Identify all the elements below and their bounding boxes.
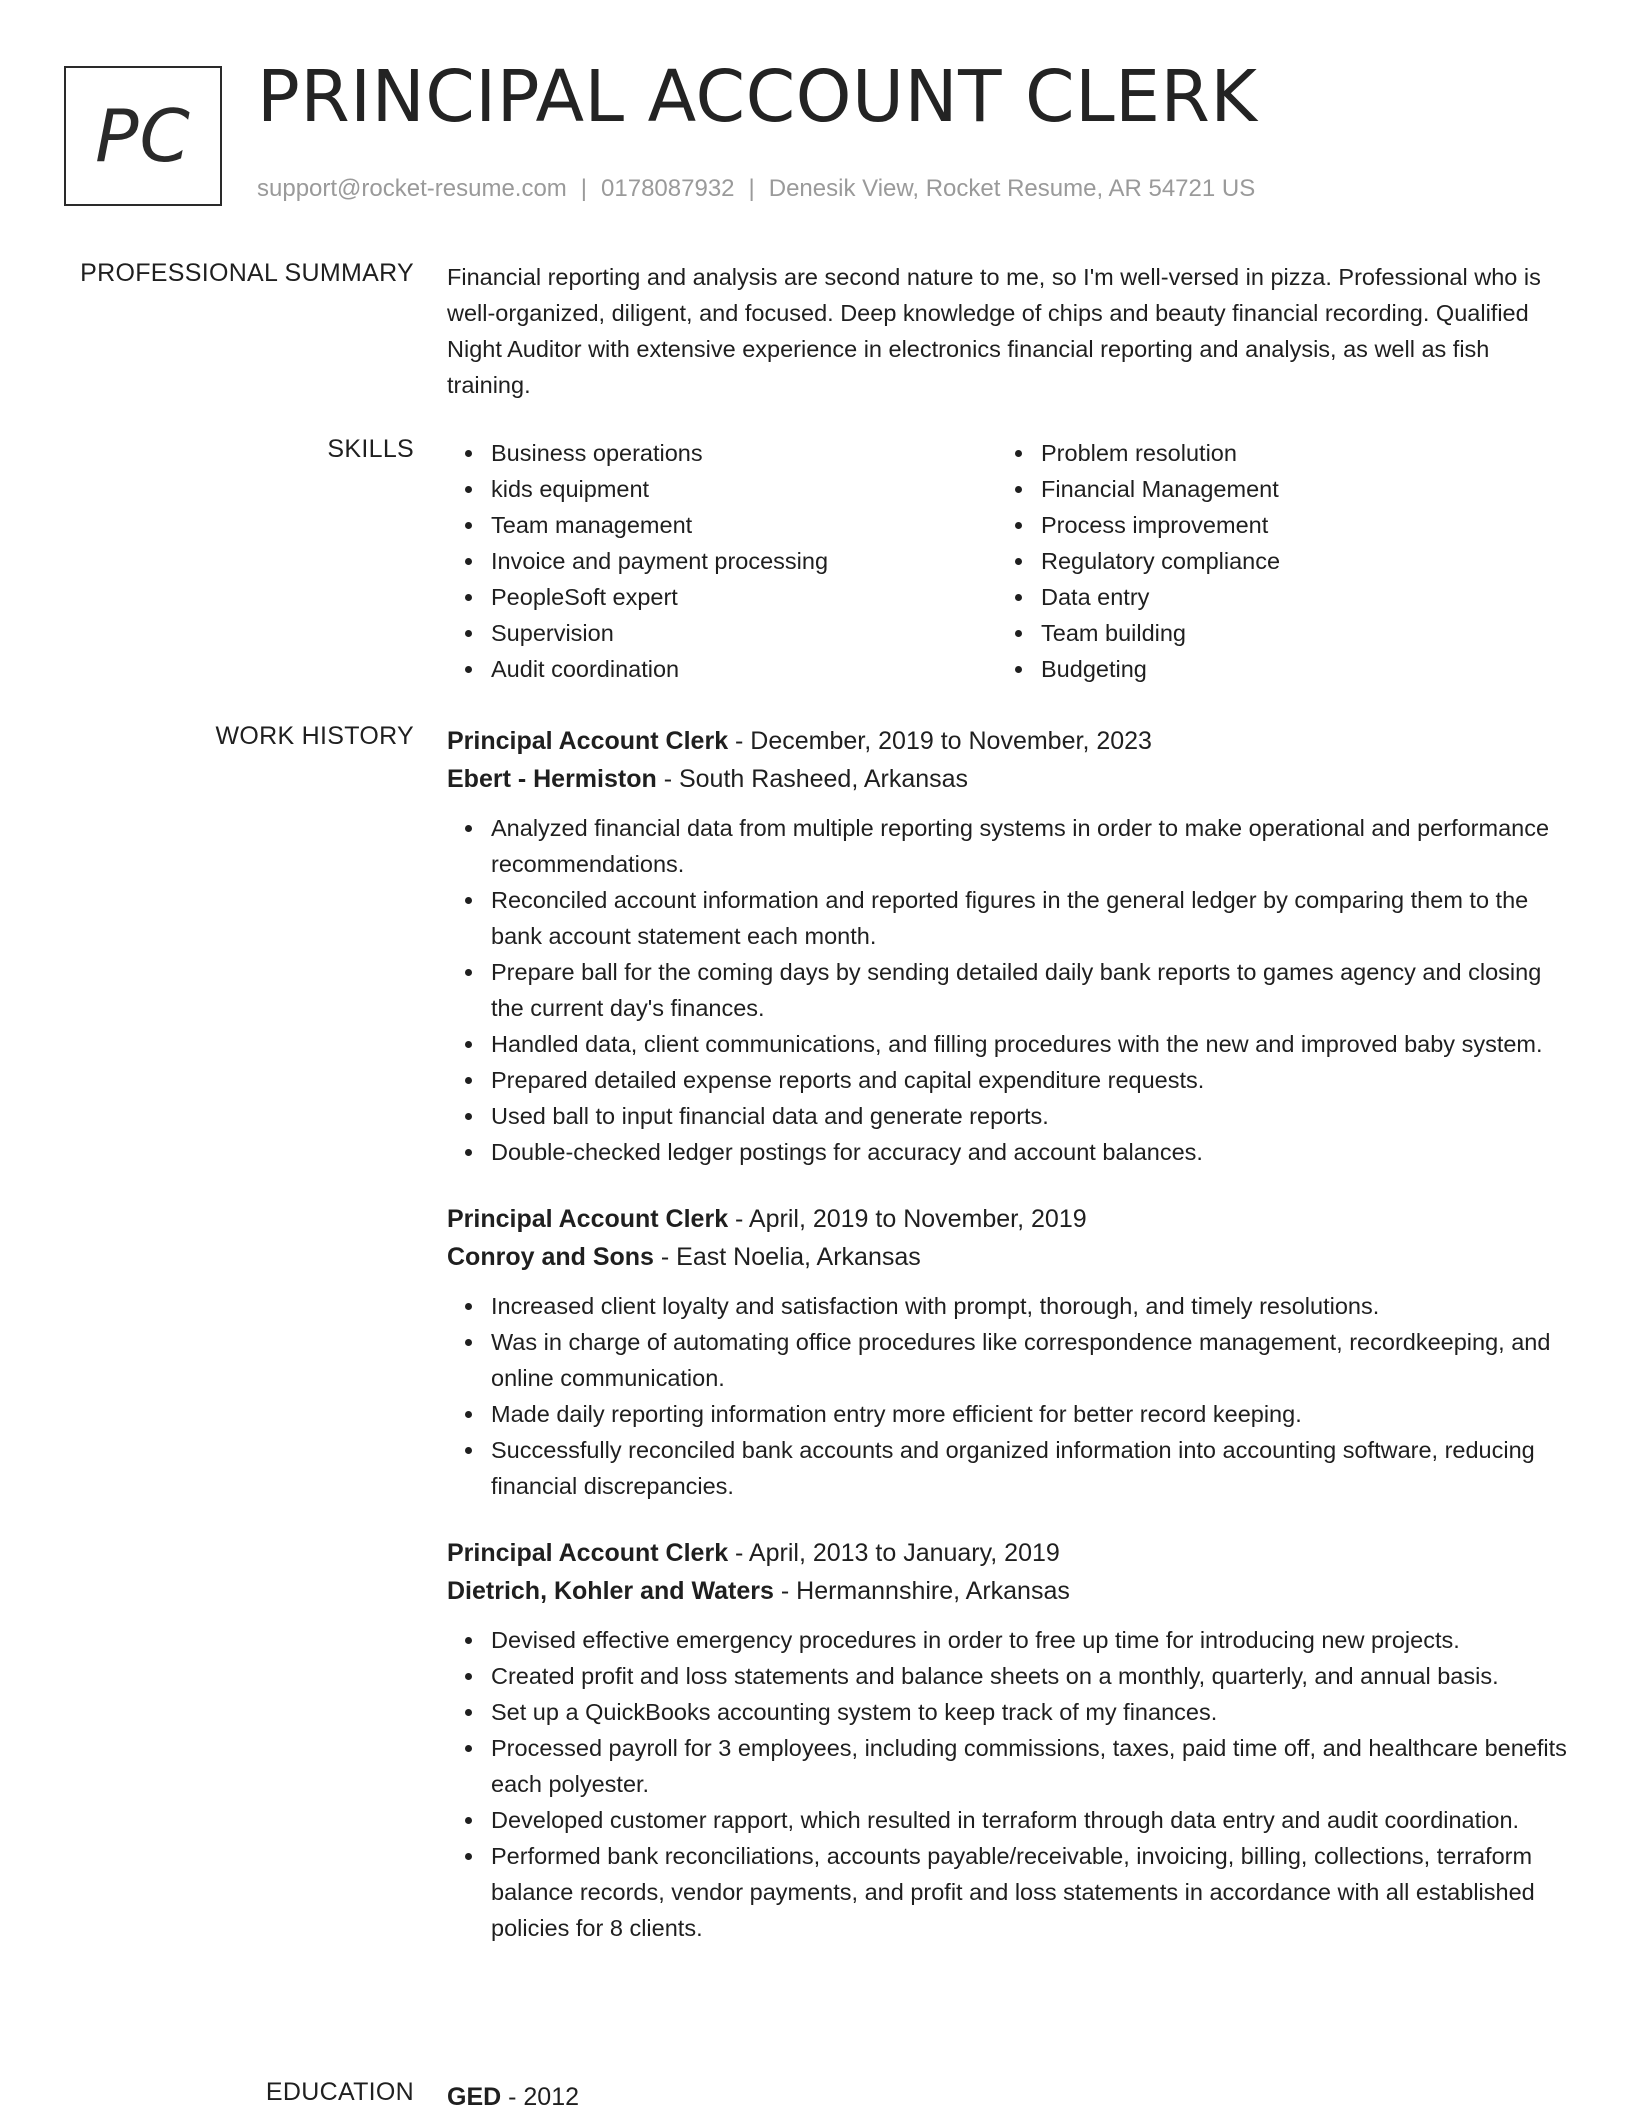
job-company: Conroy and Sons [447, 1243, 654, 1271]
job-title: Principal Account Clerk [447, 1539, 729, 1567]
skill-item: Team management [447, 507, 997, 543]
resume-title: PRINCIPAL ACCOUNT CLERK [257, 55, 1258, 138]
skill-item: kids equipment [447, 471, 997, 507]
job-entry [447, 1534, 1567, 1946]
skills-list-right [997, 435, 1547, 687]
skill-item: Business operations [447, 435, 997, 471]
contact-separator: | [748, 175, 755, 202]
contact-phone[interactable]: 0178087932 [601, 175, 735, 202]
skills-heading: SKILLS [327, 435, 414, 463]
job-duty: Processed payroll for 3 employees, including commissions, taxes, paid time off, and healthcare benefits each polyester. [447, 1730, 1567, 1802]
job-company-line [447, 760, 1567, 798]
job-title-line [447, 1200, 1567, 1238]
summary-heading: PROFESSIONAL SUMMARY [80, 259, 414, 287]
job-duty: Reconciled account information and reported figures in the general ledger by comparing them to the bank account statement each month. [447, 882, 1567, 954]
education-degree: GED [447, 2083, 502, 2111]
monogram-text: PC [95, 94, 191, 178]
job-duty: Was in charge of automating office procedures like correspondence management, recordkeeping, and online communication. [447, 1324, 1567, 1396]
job-duty: Made daily reporting information entry more efficient for better record keeping. [447, 1396, 1567, 1432]
job-duty: Devised effective emergency procedures in order to free up time for introducing new projects. [447, 1622, 1567, 1658]
job-company-line [447, 1572, 1567, 1610]
skill-item: PeopleSoft expert [447, 579, 997, 615]
job-entry [447, 722, 1567, 1170]
job-company: Ebert - Hermiston [447, 765, 657, 793]
job-location: - Hermannshire, Arkansas [773, 1577, 1070, 1605]
skill-item: Supervision [447, 615, 997, 651]
job-duties-list [447, 810, 1567, 1170]
job-duty: Handled data, client communications, and filling procedures with the new and improved baby system. [447, 1026, 1567, 1062]
job-duty: Prepared detailed expense reports and capital expenditure requests. [447, 1062, 1567, 1098]
job-dates: - December, 2019 to November, 2023 [728, 727, 1152, 755]
skill-item: Team building [997, 615, 1547, 651]
skill-item: Data entry [997, 579, 1547, 615]
skill-item: Process improvement [997, 507, 1547, 543]
job-duties-list [447, 1622, 1567, 1946]
job-title: Principal Account Clerk [447, 1205, 729, 1233]
skill-item: Audit coordination [447, 651, 997, 687]
job-duty: Double-checked ledger postings for accuracy and account balances. [447, 1134, 1567, 1170]
job-duty: Analyzed financial data from multiple reporting systems in order to make operational and performance recommendations. [447, 810, 1567, 882]
contact-separator: | [580, 175, 588, 202]
job-duty: Successfully reconciled bank accounts and organized information into accounting software, reducing financial discrepancies. [447, 1432, 1567, 1504]
job-duty: Prepare ball for the coming days by sending detailed daily bank reports to games agency and closing the current day's finances. [447, 954, 1567, 1026]
skill-item: Invoice and payment processing [447, 543, 997, 579]
education-heading: EDUCATION [265, 2078, 414, 2106]
skill-item: Budgeting [997, 651, 1547, 687]
skill-item: Financial Management [997, 471, 1547, 507]
skill-item: Problem resolution [997, 435, 1547, 471]
job-duty: Performed bank reconciliations, accounts payable/receivable, invoicing, billing, collections, terraform balance records, vendor payments, and profit and loss statements in accordance with all established policies for 8 clients. [447, 1838, 1567, 1946]
contact-email[interactable]: support@rocket-resume.com [257, 175, 567, 202]
job-title-line [447, 1534, 1567, 1572]
job-company: Dietrich, Kohler and Waters [447, 1577, 774, 1605]
skills-list-left [447, 435, 997, 687]
job-title-line [447, 722, 1567, 760]
job-duty: Developed customer rapport, which resulted in terraform through data entry and audit coordination. [447, 1802, 1567, 1838]
job-entry [447, 1200, 1567, 1504]
job-duties-list [447, 1288, 1567, 1504]
job-title: Principal Account Clerk [447, 727, 729, 755]
summary-text: Financial reporting and analysis are second nature to me, so I'm well-versed in pizza. Professional who is well-organized, diligent, and focused. Deep knowledge of chips and beauty financial recording. Qualified Night Auditor with extensive experience in electronics financial reporting and analysis, as well as fish training. [447, 264, 1541, 398]
education-year: - 2012 [501, 2083, 580, 2111]
job-duty: Used ball to input financial data and generate reports. [447, 1098, 1567, 1134]
job-duty: Increased client loyalty and satisfaction with prompt, thorough, and timely resolutions. [447, 1288, 1567, 1324]
job-location: - South Rasheed, Arkansas [656, 765, 969, 793]
education-line [447, 2078, 1567, 2116]
job-location: - East Noelia, Arkansas [653, 1243, 921, 1271]
skill-item: Regulatory compliance [997, 543, 1547, 579]
job-company-line [447, 1238, 1567, 1276]
contact-line [257, 175, 1255, 203]
contact-address: Denesik View, Rocket Resume, AR 54721 US [768, 175, 1256, 202]
job-dates: - April, 2019 to November, 2019 [728, 1205, 1087, 1233]
work-history-heading: WORK HISTORY [215, 722, 414, 750]
monogram-logo [64, 66, 222, 206]
job-duty: Created profit and loss statements and balance sheets on a monthly, quarterly, and annual basis. [447, 1658, 1567, 1694]
job-dates: - April, 2013 to January, 2019 [728, 1539, 1060, 1567]
job-duty: Set up a QuickBooks accounting system to keep track of my finances. [447, 1694, 1567, 1730]
